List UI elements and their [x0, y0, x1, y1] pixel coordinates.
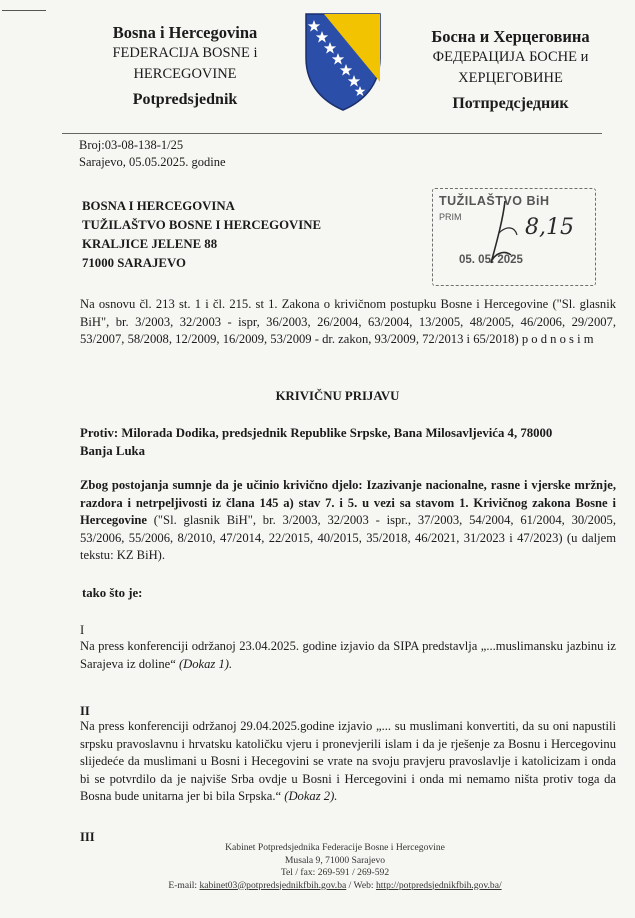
recipient-line-3: KRALJICE JELENE 88 [82, 237, 218, 251]
footer-phone: Tel / fax: 269-591 / 269-592 [280, 867, 390, 878]
received-stamp [432, 188, 596, 286]
against-line-2: Banja Luka [80, 444, 146, 458]
recipient-line-4: 71000 SARAJEVO [82, 256, 186, 270]
header-right [398, 26, 623, 114]
footer [120, 842, 550, 892]
section-3-number: III [80, 830, 95, 844]
header-left-country: Bosna i Hercegovina [112, 23, 258, 42]
footer-web-label: / Web: [346, 879, 376, 891]
header-right-entity-2: ХЕРЦЕГОВИНЕ [458, 70, 563, 86]
reference-block [79, 137, 226, 171]
header-left-office: Potpredsjednik [132, 91, 238, 108]
footer-office: Kabinet Potpredsjednika Federacije Bosne i Hercegovine [225, 842, 445, 853]
section-2-number: II [80, 704, 90, 718]
tako-label: tako što je: [82, 586, 143, 600]
reason-paragraph [80, 477, 616, 565]
section-1-text [80, 638, 616, 673]
footer-email-link[interactable]: kabinet03@potpredsjednikfbih.gov.ba [199, 879, 347, 891]
against-line-1: Protiv: Milorada Dodika, predsjednik Republike Srpske, Bana Milosavljevića 4, 78000 [80, 426, 553, 440]
reason-bold: Zbog postojanja sumnje da je učinio krivično djelo: Izazivanje nacionalne, rasne i vjerske mržnje, razdora i netrpeljivosti iz člana 145 a) stav 7. i 5. u vezi sa stavom 1. Krivičnog zakona Bosne i Hercegovine [80, 478, 616, 527]
recipient-address [82, 197, 321, 273]
section-1-number: I [80, 623, 85, 637]
footer-address: Musala 9, 71000 Sarajevo [284, 854, 386, 866]
against-block [80, 424, 600, 460]
coat-of-arms-bih-icon [300, 8, 386, 112]
section-2-text [80, 718, 616, 806]
footer-email-label: E-mail: [168, 879, 200, 891]
header-right-country: Босна и Херцеговина [431, 27, 590, 46]
footer-contact [120, 880, 550, 893]
stamp-handwritten-number: 8,15 [525, 215, 574, 240]
header-divider [62, 133, 602, 134]
header-left [80, 22, 290, 110]
reason-rest: ("Sl. glasnik BiH", br. 3/2003, 32/2003 - ispr., 37/2003, 54/2004, 61/2004, 30/2005, 53/2006, 55/2006, 8/2010, 47/2014, 22/2015, 40/2015, 35/2018, 46/2021, 31/2023 i 47/2023) (u daljem tekstu: KZ BiH). [80, 513, 616, 562]
header-right-office: Потпредсједник [452, 95, 569, 112]
footer-web-link[interactable]: http://potpredsjednikfbih.gov.ba/ [375, 879, 502, 891]
intro-paragraph: Na osnovu čl. 213 st. 1 i čl. 215. st 1. Zakona o krivičnom postupku Bosne i Hercegovine ("Sl. glasnik BiH", br. 3/2003, 32/2003 - ispr, 36/2003, 26/2004, 63/2004, 13/2005, 48/2005, 46/2006, 29/2007, 53/2007, 58/2008, 12/2009, 16/2009, 53/2009 - dr. zakon, 93/2009, 72/2013 i 65/2018) p o d n o s i m [80, 297, 616, 346]
section-2-evidence: (Dokaz 2). [281, 789, 338, 803]
header-left-entity-1: FEDERACIJA BOSNE i [112, 45, 258, 61]
section-2-body: Na press konferenciji održanoj 29.04.2025.godine izjavio „... su muslimani konvertiti, da su oni napustili srpsku pravoslavnu i hrvatsku katoličku vjeru i pronevjerili islam i da je rješenje za Bosnu i Hercegovinu slijedeće da muslimani u Bosni i Hecegovini se vrate na svoju pravjeru pravoslavlje i katolicizam i onda bi se potvrdilo da je najviše Srba ovdje u Bosni i Hercegovini i onda mi nemamo ništa protiv toga da Bosna bude unitarna jer bi bila Srpska.“ [80, 719, 616, 803]
stamp-title: TUŽILAŠTVO BiH [439, 194, 550, 208]
recipient-line-1: BOSNA I HERCEGOVINA [82, 199, 235, 213]
reference-place-date: Sarajevo, 05.05.2025. godine [79, 155, 226, 169]
stamp-date: 05. 05. 2025 [459, 254, 523, 266]
section-1-evidence: (Dokaz 1). [175, 656, 233, 671]
stamp-received-label: PRIM [439, 212, 462, 222]
document-title: KRIVIČNU PRIJAVU [275, 389, 400, 403]
header-right-entity-1: ФЕДЕРАЦИЈА БОСНЕ и [432, 49, 589, 65]
reference-number: Broj:03-08-138-1/25 [79, 138, 184, 152]
recipient-line-2: TUŽILAŠTVO BOSNE I HERCEGOVINE [82, 218, 322, 232]
top-edge-mark [2, 10, 46, 11]
header-left-entity-2: HERCEGOVINE [133, 66, 237, 82]
section-1-body: Na press konferenciji održanoj 23.04.2025. godine izjavio da SIPA predstavlja „...muslimansku jazbinu iz Sarajeva iz doline“ [80, 639, 616, 671]
